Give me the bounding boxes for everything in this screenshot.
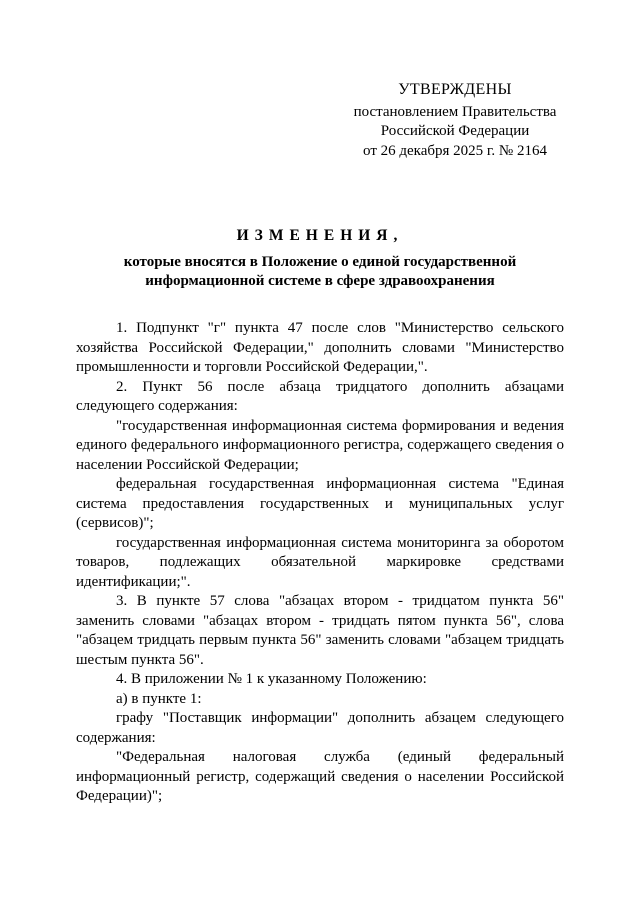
approval-block — [340, 80, 570, 161]
approval-stamp: УТВЕРЖДЕНЫ — [398, 81, 512, 98]
paragraph-4: федеральная государственная информационная система "Единая система предоставления государственных и муниципальных услуг (сервисов)"; — [76, 476, 564, 531]
paragraph-8: а) в пункте 1: — [116, 690, 202, 707]
approval-line-2: Российской Федерации — [380, 123, 530, 139]
document-subtitle: которые вносятся в Положение о единой государственной информационной системе в сфере здравоохранения — [123, 254, 517, 289]
approval-line-1: постановлением Правительства — [353, 103, 557, 120]
paragraph-6: 3. В пункте 57 слова "абзацах втором - тридцатом пункта 56" заменить словами "абзацах втором - тридцать пятом пункта 56", слова "абзацем тридцать первым пункта 56" заменить словами "абзацем тридцать шестым пункта 56". — [76, 593, 564, 668]
paragraph-10: "Федеральная налоговая служба (единый федеральный информационный регистр, содержащий сведения о населении Российской Федерации)"; — [76, 749, 564, 804]
paragraph-2: 2. Пункт 56 после абзаца тридцатого дополнить абзацами следующего содержания: — [76, 378, 564, 414]
paragraph-1: 1. Подпункт "г" пункта 47 после слов "Министерство сельского хозяйства Российской Федерации," дополнить словами "Министерство промышленности и торговли Российской Федерации,". — [76, 320, 564, 375]
approval-line-3: от 26 декабря 2025 г. № 2164 — [363, 142, 547, 159]
paragraph-5: государственная информационная система мониторинга за оборотом товаров, подлежащих обязательной маркировке средствами идентификации;". — [76, 534, 564, 590]
document-heading — [76, 226, 564, 291]
paragraph-9: графу "Поставщик информации" дополнить абзацем следующего содержания: — [76, 710, 564, 746]
document-body — [76, 319, 564, 807]
document-title: ИЗМЕНЕНИЯ, — [236, 227, 404, 244]
paragraph-3: "государственная информационная система формирования и ведения единого федерального информационного регистра, содержащего сведения о населении Российской Федерации; — [76, 417, 564, 473]
paragraph-7: 4. В приложении № 1 к указанному Положению: — [116, 671, 427, 687]
